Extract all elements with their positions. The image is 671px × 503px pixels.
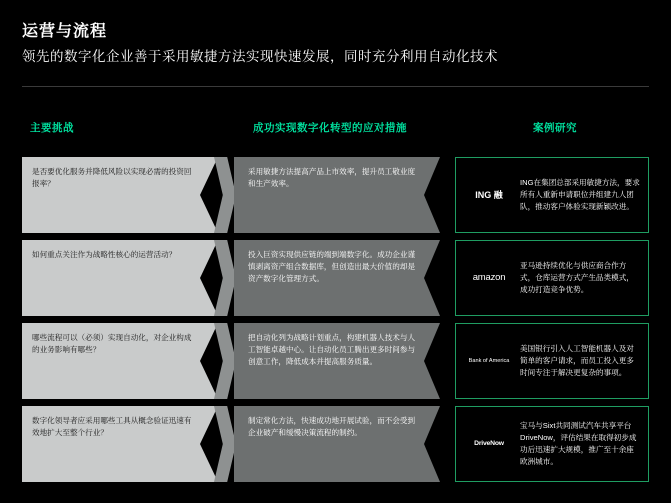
company-logo-bank-of-america: Bank of America bbox=[468, 357, 510, 364]
challenge-box: 是否要优化服务并降低风险以实现必需的投资回报率？ bbox=[22, 157, 218, 233]
slide-header bbox=[22, 22, 649, 66]
case-study-box bbox=[455, 406, 649, 482]
table-row bbox=[0, 323, 671, 399]
column-header-challenge: 主要挑战 bbox=[30, 122, 74, 134]
page-subtitle: 领先的数字化企业善于采用敏捷方法实现快速发展，同时充分利用自动化技术 bbox=[22, 49, 498, 65]
page-title: 运营与流程 bbox=[22, 23, 108, 40]
company-logo-ing: ING 融 bbox=[475, 189, 503, 200]
action-box: 投入巨资实现供应链的端到端数字化。成功企业谨慎剥离资产组合数据库，但创造出最大价值的却是资产数字化管理方式。 bbox=[234, 240, 440, 316]
action-box: 采用敏捷方法提高产品上市效率，提升员工敬业度和生产效率。 bbox=[234, 157, 440, 233]
table-row bbox=[0, 157, 671, 233]
company-logo-amazon: amazon bbox=[472, 272, 506, 283]
challenge-box: 数字化领导者应采用哪些工具从概念验证迅速有效地扩大至整个行业？ bbox=[22, 406, 218, 482]
action-box: 把自动化列为战略计划重点，构建机器人技术与人工智能卓越中心。让自动化员工腾出更多时间参与创意工作，降低成本并提高服务质量。 bbox=[234, 323, 440, 399]
challenge-box: 如何重点关注作为战略性核心的运营活动？ bbox=[22, 240, 218, 316]
column-header-case: 案例研究 bbox=[533, 122, 577, 134]
challenge-box: 哪些流程可以（必须）实现自动化，对企业构成的业务影响有哪些？ bbox=[22, 323, 218, 399]
action-box: 制定常化方法，快速成功地开展试验，而不会受到企业破产和缓慢决策流程的制约。 bbox=[234, 406, 440, 482]
case-study-text: 亚马逊持续优化与供应商合作方式，仓库运营方式产生品类模式，成功打造竞争优势。 bbox=[520, 261, 634, 294]
case-study-text: 美国银行引入人工智能机器人及对简单的客户请求，而员工投入更多时间专注于解决更复杂的事项。 bbox=[520, 344, 634, 377]
case-study-box bbox=[455, 157, 649, 233]
table-row bbox=[0, 240, 671, 316]
case-study-text: ING在集团总部采用敏捷方法，要求所有人重新申请职位并组建九人团队，推动客户体验实现新颖改进。 bbox=[520, 178, 640, 211]
column-header-action: 成功实现数字化转型的应对措施 bbox=[253, 122, 407, 134]
case-study-box bbox=[455, 240, 649, 316]
header-divider bbox=[22, 86, 649, 87]
table-row bbox=[0, 406, 671, 482]
case-study-box bbox=[455, 323, 649, 399]
case-study-text: 宝马与Sixt共同测试汽车共享平台DriveNow，评估结果在取得初步成功后迅速扩大规模，推广至十余座欧洲城市。 bbox=[520, 421, 637, 466]
company-logo-drivenow: DriveNow bbox=[474, 440, 504, 448]
